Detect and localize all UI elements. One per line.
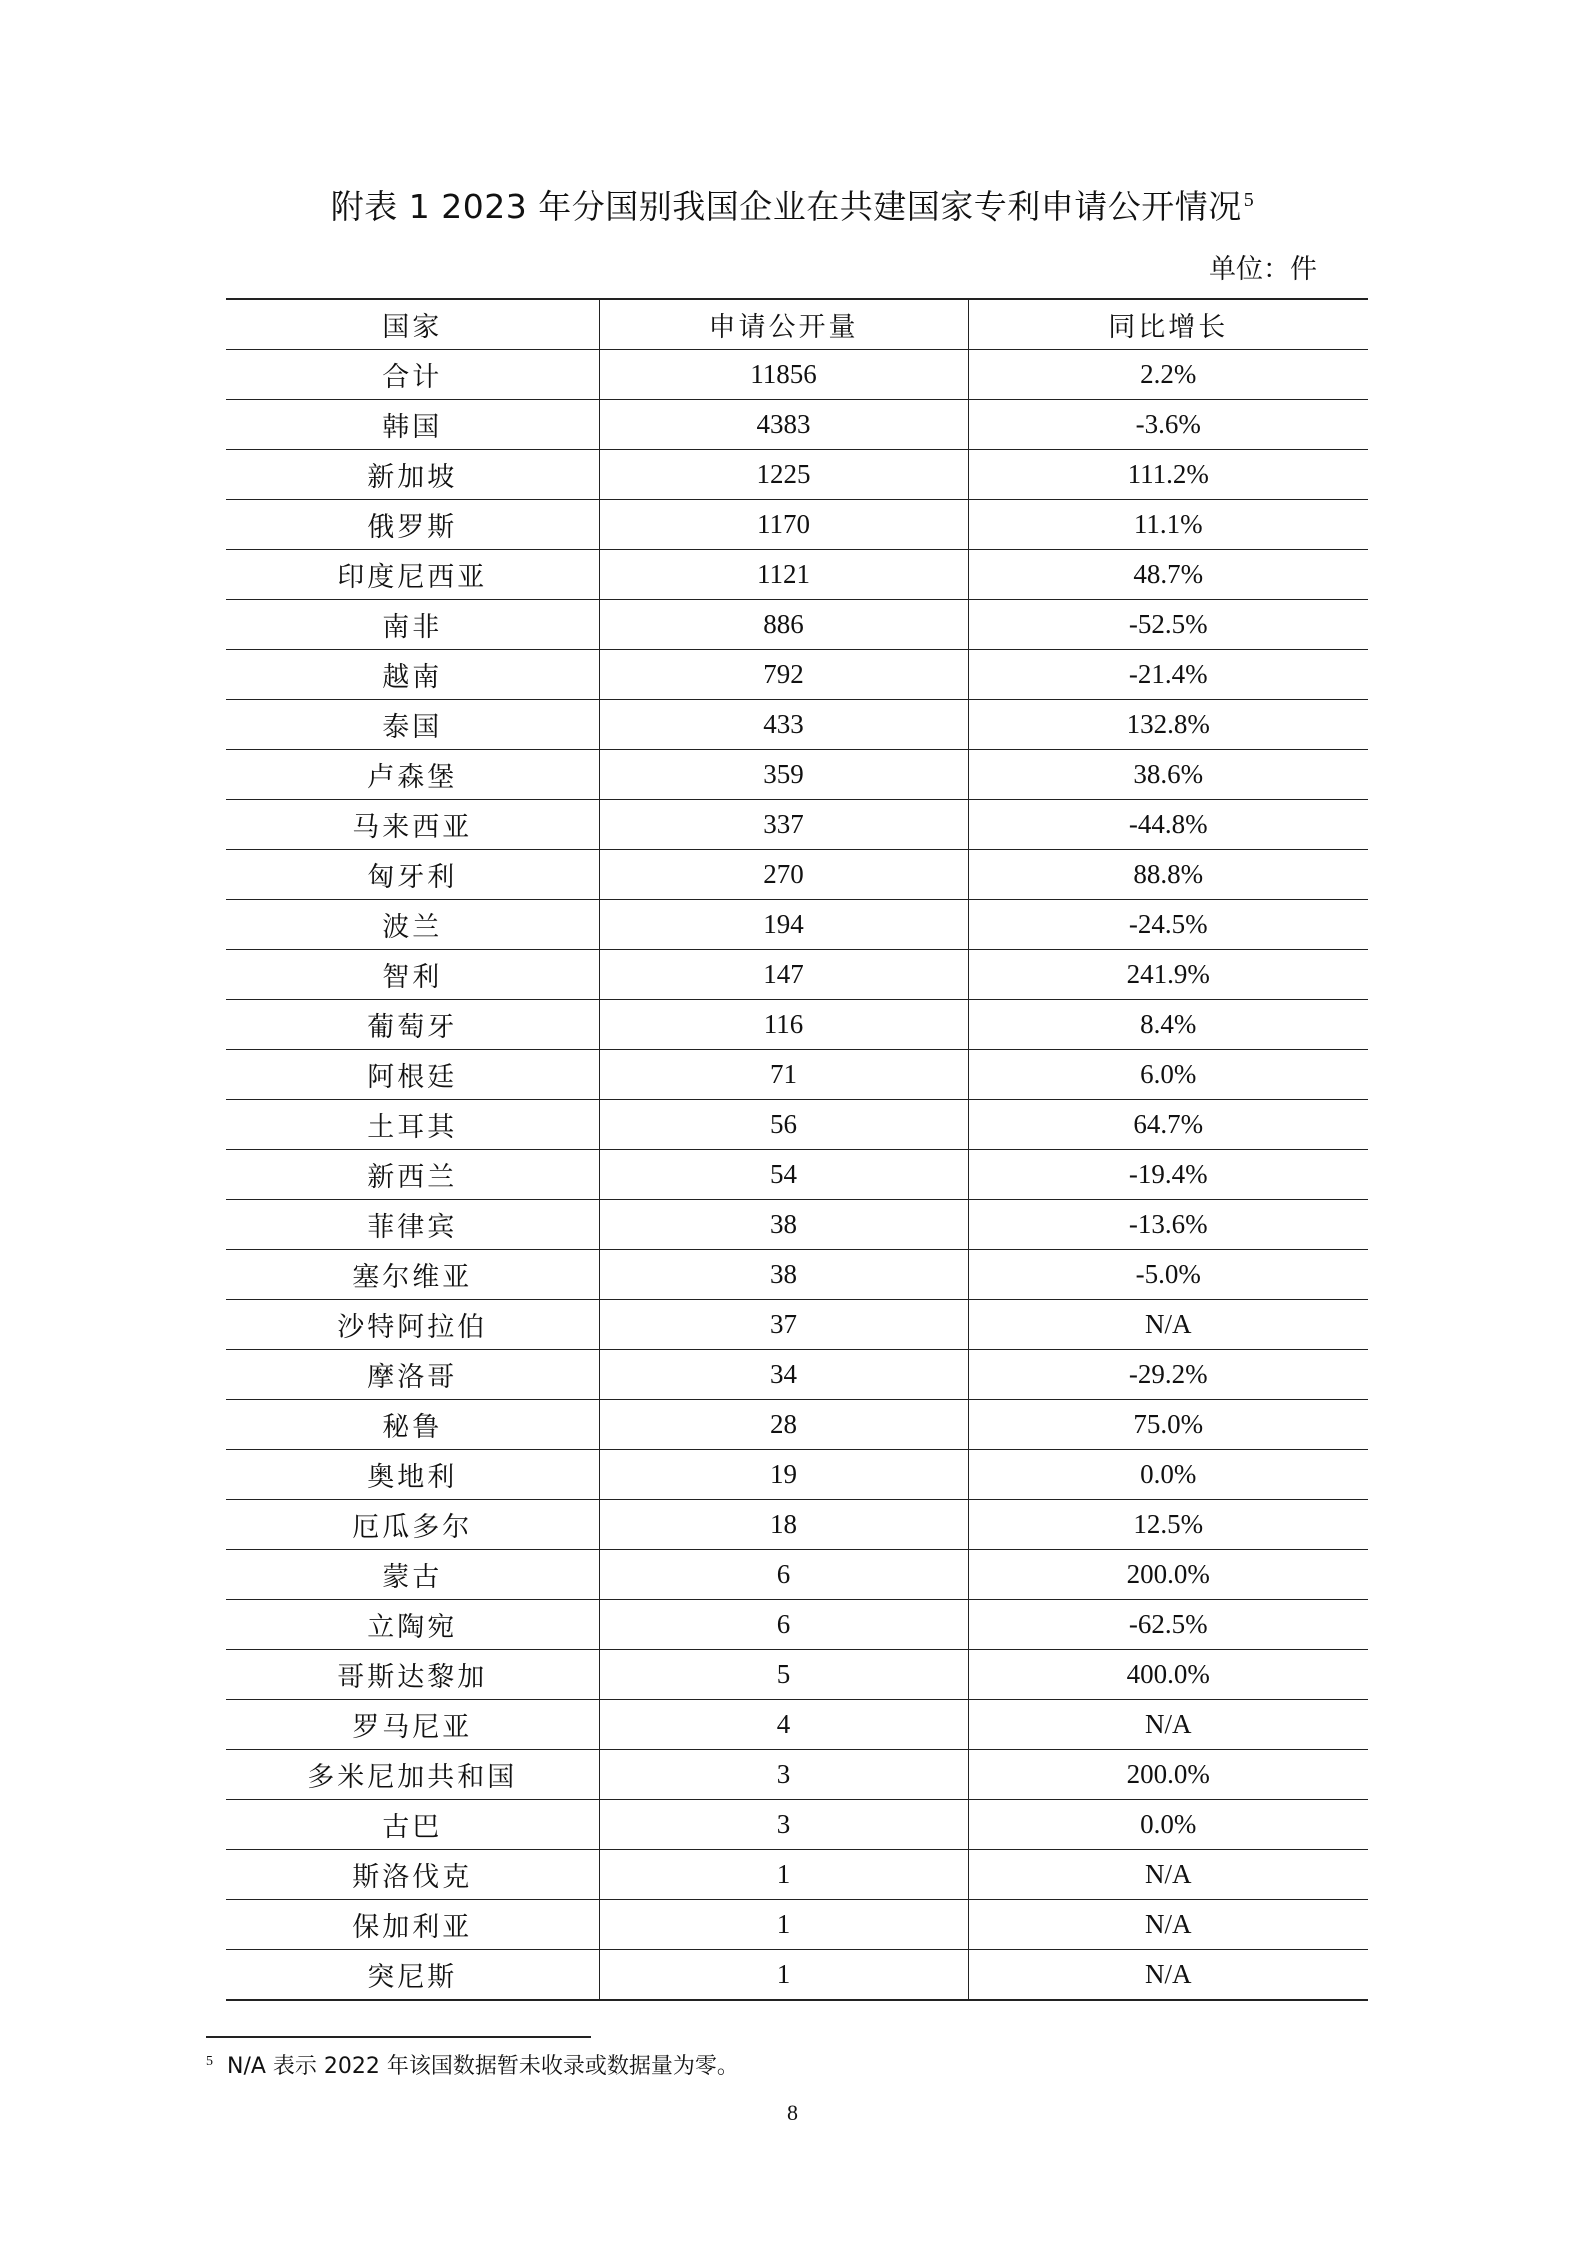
cell-country: 奥地利 (226, 1450, 599, 1500)
cell-country: 多米尼加共和国 (226, 1750, 599, 1800)
cell-growth: 200.0% (968, 1550, 1368, 1600)
cell-country: 沙特阿拉伯 (226, 1300, 599, 1350)
cell-growth: -13.6% (968, 1200, 1368, 1250)
cell-growth: 75.0% (968, 1400, 1368, 1450)
cell-country: 智利 (226, 950, 599, 1000)
cell-country: 斯洛伐克 (226, 1850, 599, 1900)
cell-country: 古巴 (226, 1800, 599, 1850)
table-row (226, 750, 1368, 800)
table-row (226, 1550, 1368, 1600)
cell-country: 波兰 (226, 900, 599, 950)
table-row (226, 800, 1368, 850)
cell-country: 卢森堡 (226, 750, 599, 800)
cell-growth: -3.6% (968, 400, 1368, 450)
cell-growth: 132.8% (968, 700, 1368, 750)
table-row (226, 1000, 1368, 1050)
cell-count: 1225 (599, 450, 968, 500)
footnote (206, 2052, 739, 2082)
patent-table (226, 298, 1368, 2001)
cell-country: 越南 (226, 650, 599, 700)
table-row (226, 1750, 1368, 1800)
cell-count: 3 (599, 1750, 968, 1800)
table-row (226, 700, 1368, 750)
cell-count: 6 (599, 1550, 968, 1600)
cell-count: 792 (599, 650, 968, 700)
cell-count: 38 (599, 1200, 968, 1250)
cell-count: 886 (599, 600, 968, 650)
cell-count: 3 (599, 1800, 968, 1850)
cell-count: 11856 (599, 350, 968, 400)
cell-country: 印度尼西亚 (226, 550, 599, 600)
table-row (226, 1600, 1368, 1650)
cell-count: 194 (599, 900, 968, 950)
table-row (226, 1850, 1368, 1900)
cell-country: 俄罗斯 (226, 500, 599, 550)
cell-growth: 0.0% (968, 1450, 1368, 1500)
cell-country: 哥斯达黎加 (226, 1650, 599, 1700)
cell-country: 厄瓜多尔 (226, 1500, 599, 1550)
cell-country: 阿根廷 (226, 1050, 599, 1100)
table-title-text: 附表 1 2023 年分国别我国企业在共建国家专利申请公开情况 (330, 187, 1242, 226)
footnote-mark: 5 (206, 2053, 213, 2069)
cell-growth: N/A (968, 1950, 1368, 2001)
footnote-divider (206, 2036, 591, 2038)
cell-growth: N/A (968, 1300, 1368, 1350)
table-row (226, 450, 1368, 500)
cell-count: 6 (599, 1600, 968, 1650)
cell-growth: 64.7% (968, 1100, 1368, 1150)
cell-country: 匈牙利 (226, 850, 599, 900)
table-row (226, 1900, 1368, 1950)
cell-country: 突尼斯 (226, 1950, 599, 2001)
header-count: 申请公开量 (599, 299, 968, 350)
table-row (226, 650, 1368, 700)
cell-growth: -52.5% (968, 600, 1368, 650)
cell-count: 116 (599, 1000, 968, 1050)
table-row (226, 1300, 1368, 1350)
cell-count: 1121 (599, 550, 968, 600)
cell-growth: 111.2% (968, 450, 1368, 500)
table-row (226, 1100, 1368, 1150)
cell-country: 蒙古 (226, 1550, 599, 1600)
cell-growth: 8.4% (968, 1000, 1368, 1050)
cell-country: 保加利亚 (226, 1900, 599, 1950)
cell-country: 立陶宛 (226, 1600, 599, 1650)
cell-country: 南非 (226, 600, 599, 650)
table-row (226, 1400, 1368, 1450)
unit-label: 单位：件 (1209, 254, 1317, 285)
cell-count: 19 (599, 1450, 968, 1500)
cell-count: 56 (599, 1100, 968, 1150)
header-growth: 同比增长 (968, 299, 1368, 350)
cell-growth: 11.1% (968, 500, 1368, 550)
header-country: 国家 (226, 299, 599, 350)
cell-country: 葡萄牙 (226, 1000, 599, 1050)
table-header-row (226, 299, 1368, 350)
cell-country: 泰国 (226, 700, 599, 750)
table-row (226, 500, 1368, 550)
table-row (226, 1200, 1368, 1250)
cell-count: 1 (599, 1950, 968, 2001)
cell-growth: 6.0% (968, 1050, 1368, 1100)
table-row (226, 1700, 1368, 1750)
cell-count: 270 (599, 850, 968, 900)
cell-country: 马来西亚 (226, 800, 599, 850)
cell-growth: -44.8% (968, 800, 1368, 850)
cell-growth: 48.7% (968, 550, 1368, 600)
cell-growth: 0.0% (968, 1800, 1368, 1850)
table-body (226, 350, 1368, 2001)
table-row (226, 1250, 1368, 1300)
cell-count: 433 (599, 700, 968, 750)
table-row (226, 950, 1368, 1000)
table-row (226, 350, 1368, 400)
table-row (226, 900, 1368, 950)
table-row (226, 1500, 1368, 1550)
cell-count: 18 (599, 1500, 968, 1550)
cell-count: 37 (599, 1300, 968, 1350)
cell-count: 4 (599, 1700, 968, 1750)
cell-count: 1 (599, 1900, 968, 1950)
page-number: 8 (787, 2100, 798, 2125)
title-footnote-mark: 5 (1243, 189, 1255, 211)
cell-growth: 38.6% (968, 750, 1368, 800)
cell-country: 塞尔维亚 (226, 1250, 599, 1300)
cell-country: 罗马尼亚 (226, 1700, 599, 1750)
cell-count: 54 (599, 1150, 968, 1200)
cell-growth: 88.8% (968, 850, 1368, 900)
cell-count: 71 (599, 1050, 968, 1100)
cell-country: 新西兰 (226, 1150, 599, 1200)
cell-growth: N/A (968, 1900, 1368, 1950)
table-row (226, 1950, 1368, 2001)
cell-growth: -21.4% (968, 650, 1368, 700)
table-row (226, 1650, 1368, 1700)
table-row (226, 850, 1368, 900)
cell-count: 1170 (599, 500, 968, 550)
table-title (0, 185, 1585, 229)
cell-growth: 2.2% (968, 350, 1368, 400)
cell-count: 147 (599, 950, 968, 1000)
cell-count: 34 (599, 1350, 968, 1400)
cell-growth: 241.9% (968, 950, 1368, 1000)
cell-growth: -5.0% (968, 1250, 1368, 1300)
cell-count: 28 (599, 1400, 968, 1450)
table-row (226, 1350, 1368, 1400)
cell-count: 38 (599, 1250, 968, 1300)
cell-growth: N/A (968, 1850, 1368, 1900)
table-row (226, 600, 1368, 650)
cell-growth: -19.4% (968, 1150, 1368, 1200)
cell-growth: 200.0% (968, 1750, 1368, 1800)
table-row (226, 400, 1368, 450)
cell-country: 合计 (226, 350, 599, 400)
table-row (226, 550, 1368, 600)
cell-country: 菲律宾 (226, 1200, 599, 1250)
cell-country: 土耳其 (226, 1100, 599, 1150)
cell-count: 359 (599, 750, 968, 800)
table-row (226, 1050, 1368, 1100)
cell-growth: -24.5% (968, 900, 1368, 950)
cell-count: 1 (599, 1850, 968, 1900)
cell-growth: -62.5% (968, 1600, 1368, 1650)
cell-country: 新加坡 (226, 450, 599, 500)
cell-count: 4383 (599, 400, 968, 450)
cell-country: 秘鲁 (226, 1400, 599, 1450)
cell-growth: 12.5% (968, 1500, 1368, 1550)
cell-country: 摩洛哥 (226, 1350, 599, 1400)
cell-growth: N/A (968, 1700, 1368, 1750)
cell-count: 337 (599, 800, 968, 850)
cell-country: 韩国 (226, 400, 599, 450)
footnote-text: N/A 表示 2022 年该国数据暂未收录或数据量为零。 (227, 2054, 739, 2079)
table-row (226, 1150, 1368, 1200)
cell-growth: -29.2% (968, 1350, 1368, 1400)
table-row (226, 1800, 1368, 1850)
cell-count: 5 (599, 1650, 968, 1700)
cell-growth: 400.0% (968, 1650, 1368, 1700)
table-row (226, 1450, 1368, 1500)
